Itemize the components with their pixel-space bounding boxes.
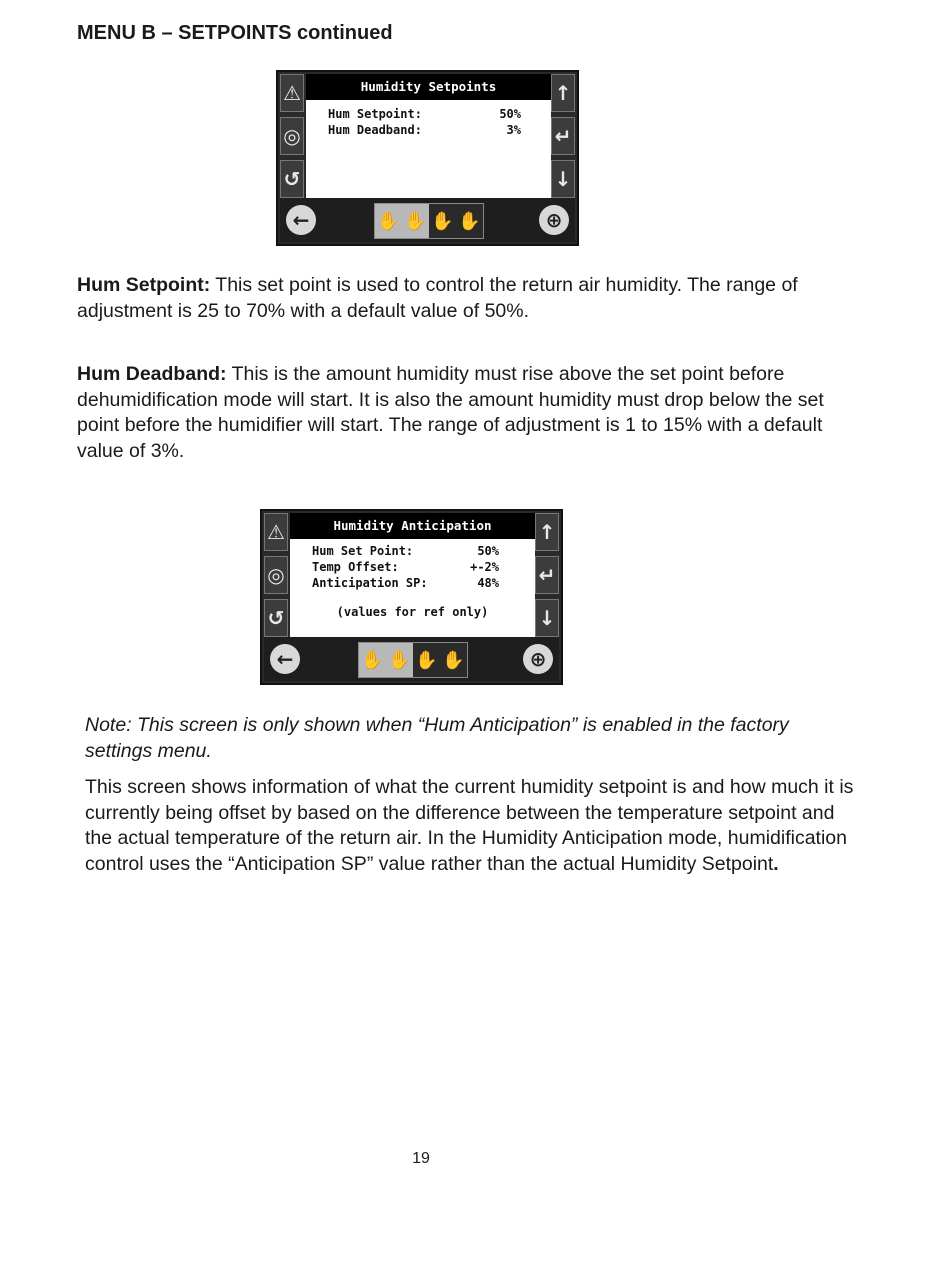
hand-icon: ✋	[456, 204, 483, 238]
description-text: This is the amount humidity must rise above the set point before dehumidification mode will start. It is also the amount humidity must drop below the set point before the humidifier will start. The range of adjustment is 1 to 15% with a default value of 3%.	[77, 363, 824, 462]
lcd-display	[290, 513, 535, 637]
setting-row	[312, 575, 499, 591]
hand-icon: ✋	[386, 643, 413, 677]
setting-row	[328, 122, 521, 138]
page-heading: MENU B – SETPOINTS continued	[77, 22, 393, 44]
setting-row	[312, 559, 499, 575]
description-text: This set point is used to control the return air humidity. The range of adjustment is 25 to 70% with a default value of 50%.	[77, 274, 798, 322]
setting-value: 50%	[477, 544, 499, 558]
setting-label: Temp Offset:	[312, 560, 399, 574]
access-level-indicator	[358, 642, 468, 678]
enter-icon[interactable]: ↵	[535, 556, 559, 594]
term: Hum Deadband:	[77, 363, 227, 385]
target-icon[interactable]: ◎	[280, 117, 304, 155]
hand-icon: ✋	[413, 643, 440, 677]
arrow-left-circle-icon[interactable]: ←	[270, 644, 300, 674]
screen-title: Humidity Anticipation	[290, 513, 535, 539]
setting-label: Hum Deadband:	[328, 123, 422, 137]
setting-value: 48%	[477, 576, 499, 590]
left-button-column	[280, 74, 304, 198]
setting-value: 3%	[506, 123, 521, 137]
hand-icon: ✋	[359, 643, 386, 677]
enter-icon[interactable]: ↵	[551, 117, 575, 155]
warning-icon[interactable]: ⚠	[264, 513, 288, 551]
setting-value: 50%	[499, 107, 521, 121]
setting-row	[312, 543, 499, 559]
left-button-column	[264, 513, 288, 637]
menu-circle-icon[interactable]: ⊕	[539, 205, 569, 235]
anticipation-description	[85, 775, 855, 877]
arrow-left-circle-icon[interactable]: ←	[286, 205, 316, 235]
reference-note: (values for ref only)	[336, 605, 489, 619]
setting-label: Hum Set Point:	[312, 544, 414, 558]
setting-row	[328, 106, 521, 122]
access-level-indicator	[374, 203, 484, 239]
screen-title: Humidity Setpoints	[306, 74, 551, 100]
hum-deadband-description	[77, 362, 847, 464]
bottom-bar	[264, 637, 559, 681]
period: .	[773, 852, 779, 875]
description-text: This screen shows information of what the current humidity setpoint is and how much it is currently being offset by based on the difference between the temperature setpoint and the actual temperature of the return air. In the Humidity Anticipation mode, humidification control uses the “Anticipation SP” value rather than the actual Humidity Setpoint	[85, 776, 854, 875]
hand-icon: ✋	[429, 204, 456, 238]
hand-icon: ✋	[440, 643, 467, 677]
term: Hum Setpoint:	[77, 274, 211, 296]
hum-setpoint-description	[77, 273, 847, 324]
right-button-column	[535, 513, 559, 637]
humidity-anticipation-screen	[260, 509, 563, 685]
screen-note: Note: This screen is only shown when “Hum Anticipation” is enabled in the factory settings menu.	[85, 714, 789, 762]
hand-icon: ✋	[375, 204, 402, 238]
warning-icon[interactable]: ⚠	[280, 74, 304, 112]
lcd-display	[306, 74, 551, 198]
arrow-down-icon[interactable]: ↓	[535, 599, 559, 637]
setting-value: +-2%	[470, 560, 499, 574]
arrow-up-icon[interactable]: ↑	[535, 513, 559, 551]
humidity-setpoints-screen	[276, 70, 579, 246]
setting-label: Anticipation SP:	[312, 576, 428, 590]
hand-icon: ✋	[402, 204, 429, 238]
bottom-bar	[280, 198, 575, 242]
setting-label: Hum Setpoint:	[328, 107, 422, 121]
menu-circle-icon[interactable]: ⊕	[523, 644, 553, 674]
right-button-column	[551, 74, 575, 198]
return-icon[interactable]: ↺	[264, 599, 288, 637]
target-icon[interactable]: ◎	[264, 556, 288, 594]
arrow-up-icon[interactable]: ↑	[551, 74, 575, 112]
arrow-down-icon[interactable]: ↓	[551, 160, 575, 198]
return-icon[interactable]: ↺	[280, 160, 304, 198]
page-number: 19	[412, 1150, 430, 1167]
